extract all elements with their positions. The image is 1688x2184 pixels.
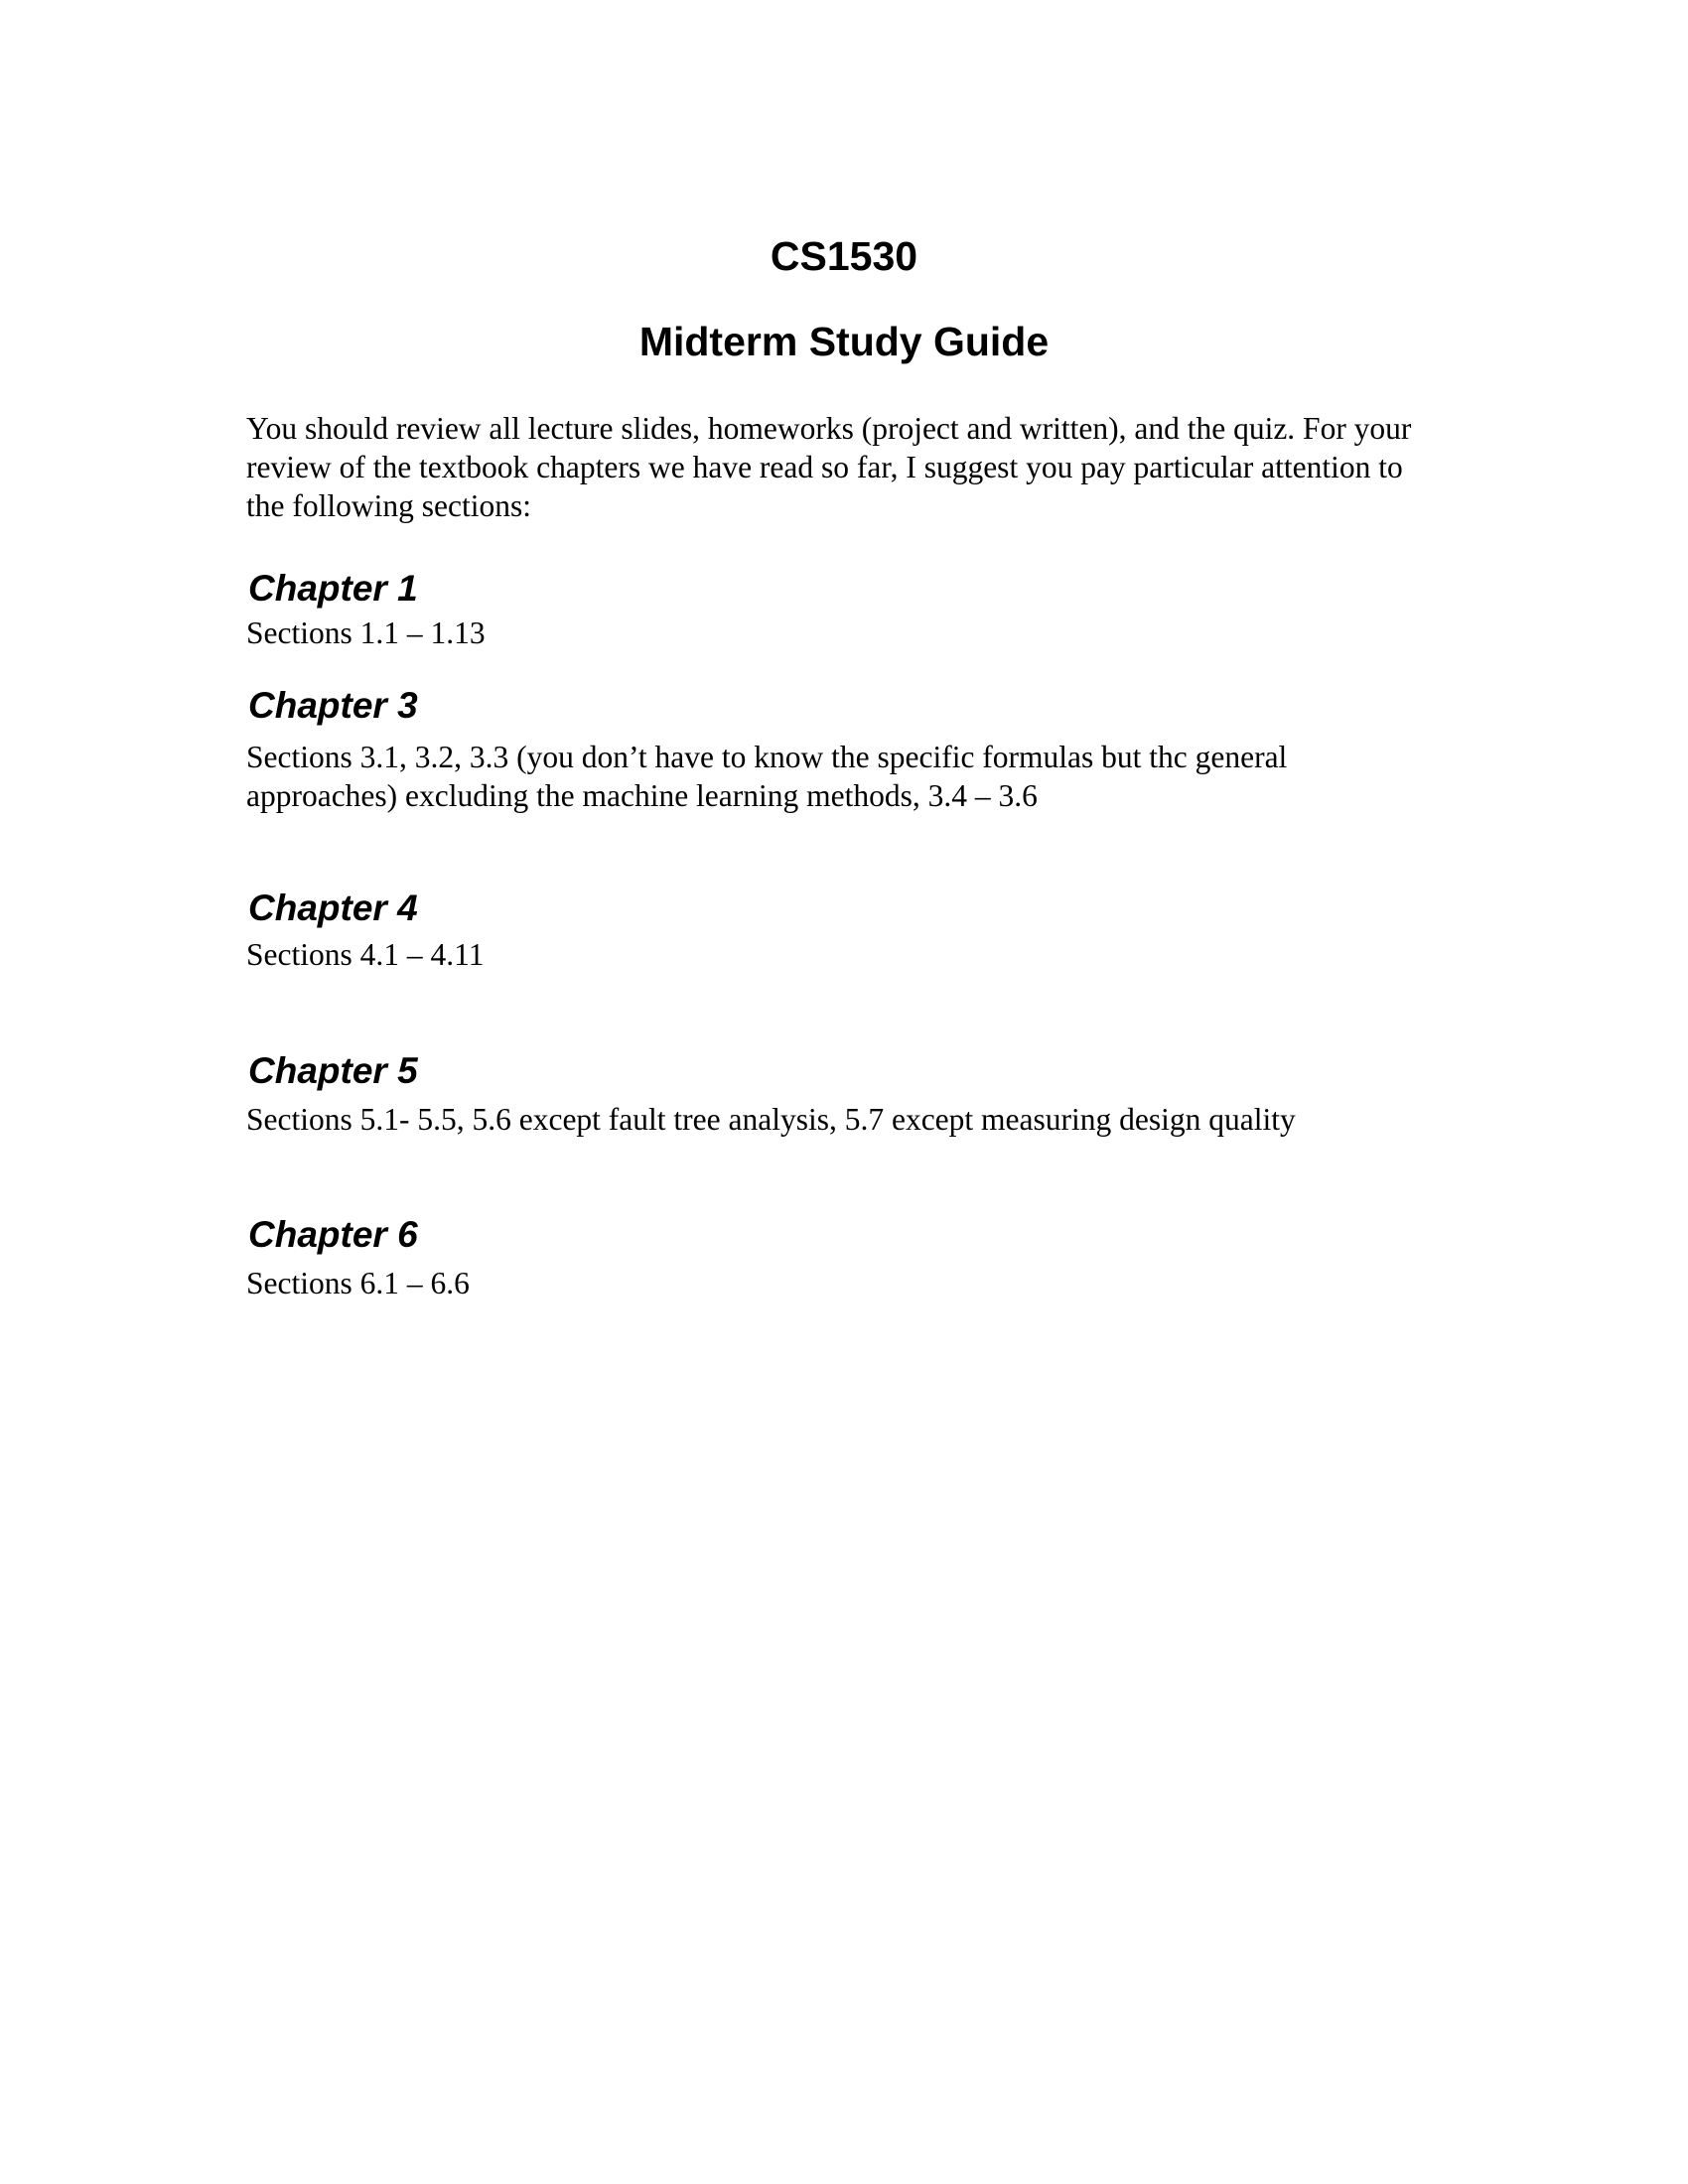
intro-paragraph: You should review all lecture slides, homeworks (project and written), and the quiz. For your review of the textbook chapters we have read so far, I suggest you pay particular attention to the following sections: — [246, 411, 1412, 523]
chapter-1-heading: Chapter 1 — [248, 568, 418, 609]
chapter-6-sections: Sections 6.1 – 6.6 — [246, 1266, 470, 1300]
chapter-3-heading: Chapter 3 — [248, 685, 418, 726]
chapter-4-sections: Sections 4.1 – 4.11 — [246, 937, 485, 972]
chapter-5-sections: Sections 5.1- 5.5, 5.6 except fault tree analysis, 5.7 except measuring design quality — [246, 1102, 1296, 1137]
chapter-3-sections: Sections 3.1, 3.2, 3.3 (you don’t have to know the specific formulas but thc general approaches) excluding the machine learning methods, 3.4 – 3.6 — [246, 740, 1288, 813]
chapter-6-heading: Chapter 6 — [248, 1214, 418, 1255]
course-code: CS1530 — [770, 233, 918, 279]
chapter-4-heading: Chapter 4 — [248, 887, 418, 928]
chapter-5-heading: Chapter 5 — [248, 1050, 418, 1091]
document-title: Midterm Study Guide — [638, 319, 1050, 364]
chapter-1-sections: Sections 1.1 – 1.13 — [246, 615, 486, 650]
